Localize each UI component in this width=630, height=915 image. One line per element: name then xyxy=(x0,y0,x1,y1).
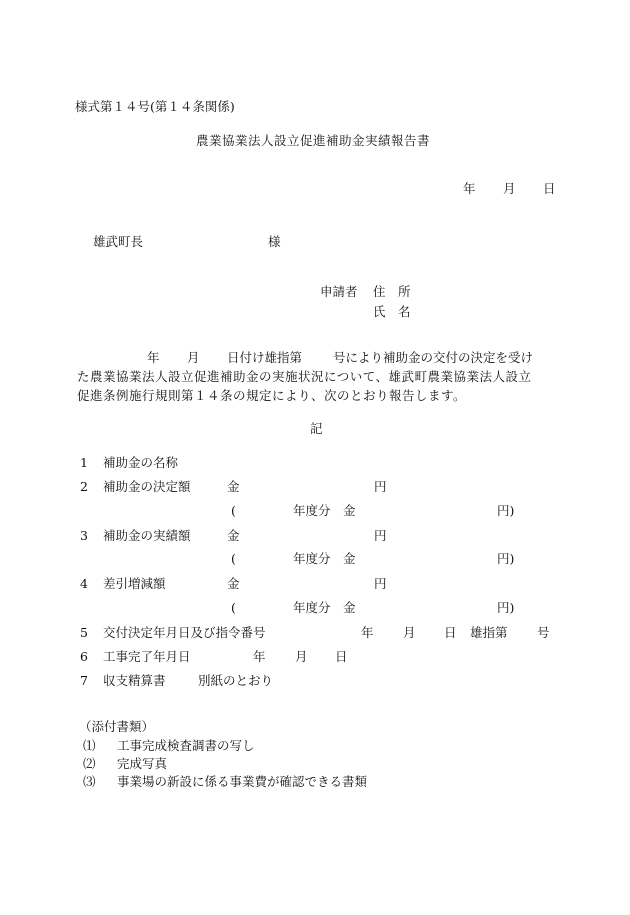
item-5-day: 日 xyxy=(444,625,457,640)
applicant-address-label: 住 所 xyxy=(373,284,411,299)
attachment-3-number: ⑶ xyxy=(83,774,96,789)
item-7-note: 別紙のとおり xyxy=(198,673,274,688)
body-year: 年 xyxy=(147,350,160,365)
item-2-yen: 円 xyxy=(374,479,387,494)
item-1-label: 補助金の名称 xyxy=(103,455,179,470)
item-5-go: 号 xyxy=(537,625,550,640)
item-3-number: 3 xyxy=(80,528,88,543)
item-3-kin: 金 xyxy=(227,528,240,543)
item-6-year: 年 xyxy=(253,649,266,664)
date-day-label: 日 xyxy=(543,181,556,196)
attachment-2-number: ⑵ xyxy=(83,756,96,771)
attachment-2-text: 完成写真 xyxy=(117,756,168,771)
item-7-number: 7 xyxy=(80,673,88,688)
item-7-label: 収支精算書 xyxy=(103,673,166,688)
applicant-name-label: 氏 名 xyxy=(373,304,411,319)
item-3-breakdown-nendo: 年度分 金 xyxy=(293,551,356,566)
item-5-shirei: 雄指第 xyxy=(470,625,508,640)
item-2-breakdown-nendo: 年度分 金 xyxy=(293,503,356,518)
item-2-breakdown-close: 円) xyxy=(497,503,515,518)
item-3-breakdown-open: ( xyxy=(231,551,236,566)
body-month: 月 xyxy=(187,350,200,365)
item-5-year: 年 xyxy=(361,625,374,640)
attachment-3-text: 事業場の新設に係る事業費が確認できる書類 xyxy=(117,774,368,789)
item-2-breakdown-open: ( xyxy=(231,503,236,518)
item-5-number: 5 xyxy=(80,625,88,640)
attachment-1-number: ⑴ xyxy=(83,738,96,753)
form-number: 様式第１４号(第１４条関係) xyxy=(75,99,235,114)
item-1-number: 1 xyxy=(80,455,88,470)
item-6-month: 月 xyxy=(295,649,308,664)
ki-heading: 記 xyxy=(310,421,323,436)
item-4-breakdown-close: 円) xyxy=(497,600,515,615)
item-6-number: 6 xyxy=(80,649,88,664)
addressee-honorific: 様 xyxy=(268,234,281,249)
body-line2: た農業協業法人設立促進補助金の実施状況について、雄武町農業協業法人設立 xyxy=(77,369,532,384)
item-4-breakdown-open: ( xyxy=(231,600,236,615)
item-4-number: 4 xyxy=(80,576,88,591)
item-4-yen: 円 xyxy=(374,576,387,591)
item-4-breakdown-nendo: 年度分 金 xyxy=(293,600,356,615)
item-3-label: 補助金の実績額 xyxy=(103,528,191,543)
item-2-label: 補助金の決定額 xyxy=(103,479,191,494)
item-3-yen: 円 xyxy=(374,528,387,543)
item-2-kin: 金 xyxy=(227,479,240,494)
date-month-label: 月 xyxy=(503,181,516,196)
item-2-number: 2 xyxy=(80,479,88,494)
item-4-label: 差引増減額 xyxy=(103,576,166,591)
addressee-name: 雄武町長 xyxy=(93,234,144,249)
date-year-label: 年 xyxy=(463,181,476,196)
item-6-label: 工事完了年月日 xyxy=(103,649,191,664)
body-line3: 促進条例施行規則第１４条の規定により、次のとおり報告します。 xyxy=(77,388,467,403)
body-line1-rest: 号により補助金の交付の決定を受け xyxy=(333,350,534,365)
attachments-heading: （添付書類） xyxy=(79,719,155,734)
item-5-month: 月 xyxy=(403,625,416,640)
item-4-kin: 金 xyxy=(227,576,240,591)
item-3-breakdown-close: 円) xyxy=(497,551,515,566)
applicant-label: 申請者 xyxy=(320,284,358,299)
document-title: 農業協業法人設立促進補助金実績報告書 xyxy=(196,133,431,148)
item-6-day: 日 xyxy=(335,649,348,664)
attachment-1-text: 工事完成検査調書の写し xyxy=(117,738,255,753)
body-day-suffix: 日付け雄指第 xyxy=(227,350,303,365)
item-5-label: 交付決定年月日及び指令番号 xyxy=(103,625,266,640)
